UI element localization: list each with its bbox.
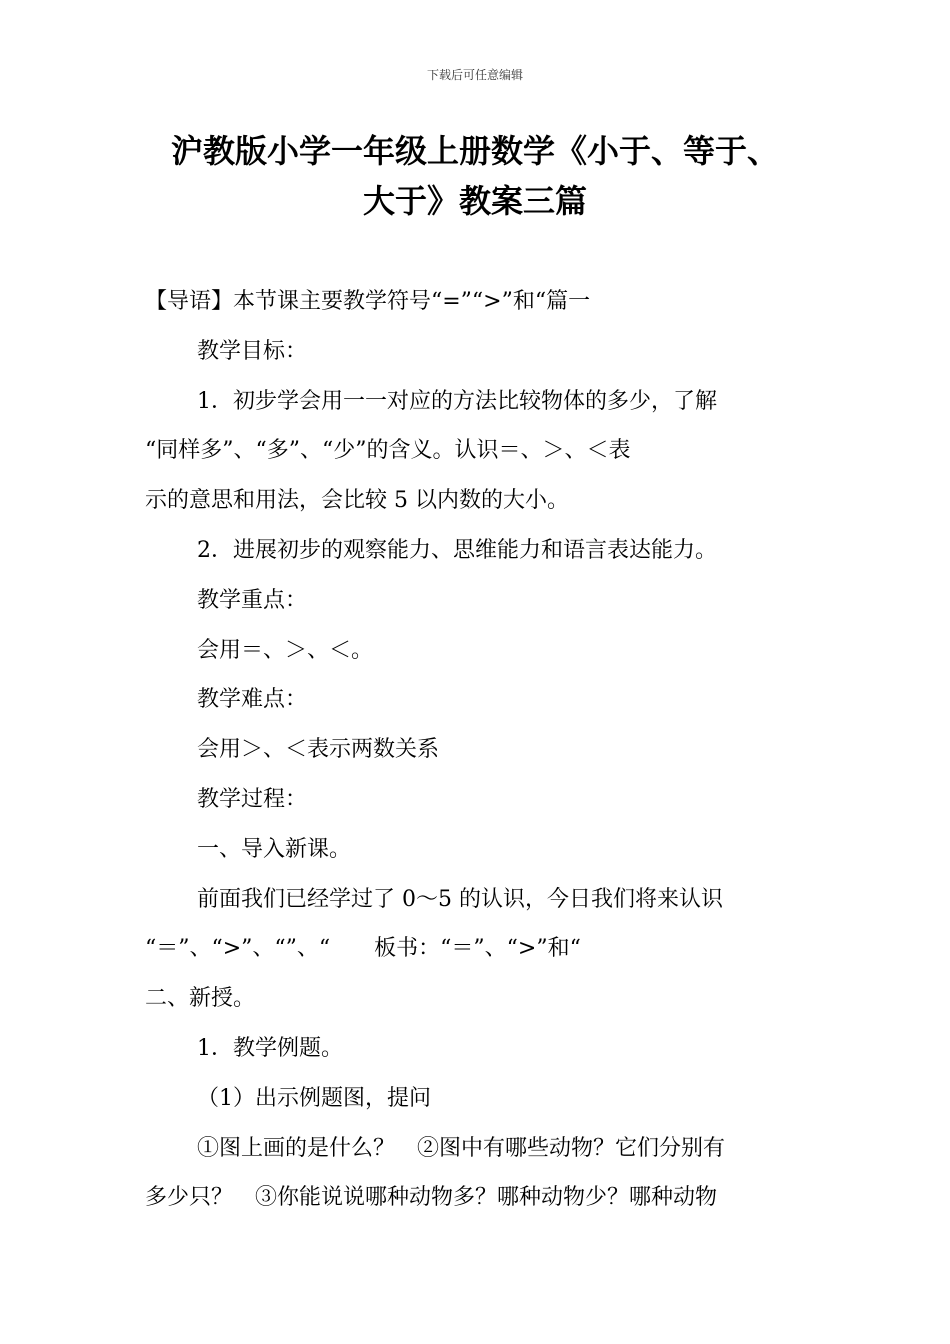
objective-2: 2．进展初步的观察能力、思维能力和语言表达能力。 (197, 537, 717, 563)
difficulties-text: 会用＞、＜表示两数关系 (197, 737, 440, 763)
section-heading-objectives: 教学目标： (197, 338, 308, 364)
document-title (130, 126, 820, 226)
objective-1-line-3: 示的意思和用法，会比较 5 以内数的大小。 (145, 488, 569, 514)
section-heading-difficulties: 教学难点： (197, 687, 308, 713)
process-step-1-heading: 一、导入新课。 (197, 836, 352, 862)
section-heading-key-points: 教学重点： (197, 587, 308, 613)
questions-line-1: ①图上画的是什么？ ②图中有哪些动物？它们分别有 (197, 1135, 726, 1161)
intro-paragraph: 【导语】本节课主要教学符号“=”“>”和“篇一 (145, 289, 591, 314)
title-line-1: 沪教版小学一年级上册数学《小于、等于、 (170, 132, 779, 170)
section-heading-process: 教学过程： (197, 786, 308, 812)
key-points-text: 会用＝、＞、＜。 (197, 637, 374, 663)
objective-1-line-1: 1．初步学会用一一对应的方法比较物体的多少，了解 (197, 388, 717, 414)
process-step-1-line-1: 前面我们已经学过了 0～5 的认识，今日我们将来认识 (197, 886, 723, 912)
process-step-1-line-2: “＝”、“>”、“”、“ 板书：“＝”、“>”和“ (145, 936, 581, 962)
document-body (145, 277, 807, 1223)
process-step-2-heading: 二、新授。 (145, 986, 256, 1012)
title-line-2: 大于》教案三篇 (362, 182, 587, 220)
page-header-note: 下载后可任意编辑 (426, 68, 523, 82)
example-sub-heading: （1）出示例题图，提问 (197, 1085, 431, 1111)
questions-line-2: 多少只？ ③你能说说哪种动物多？哪种动物少？哪种动物 (145, 1185, 718, 1211)
objective-1-line-2: “同样多”、“多”、“少”的含义。认识＝、＞、＜表 (145, 438, 631, 464)
example-heading: 1．教学例题。 (197, 1035, 343, 1061)
